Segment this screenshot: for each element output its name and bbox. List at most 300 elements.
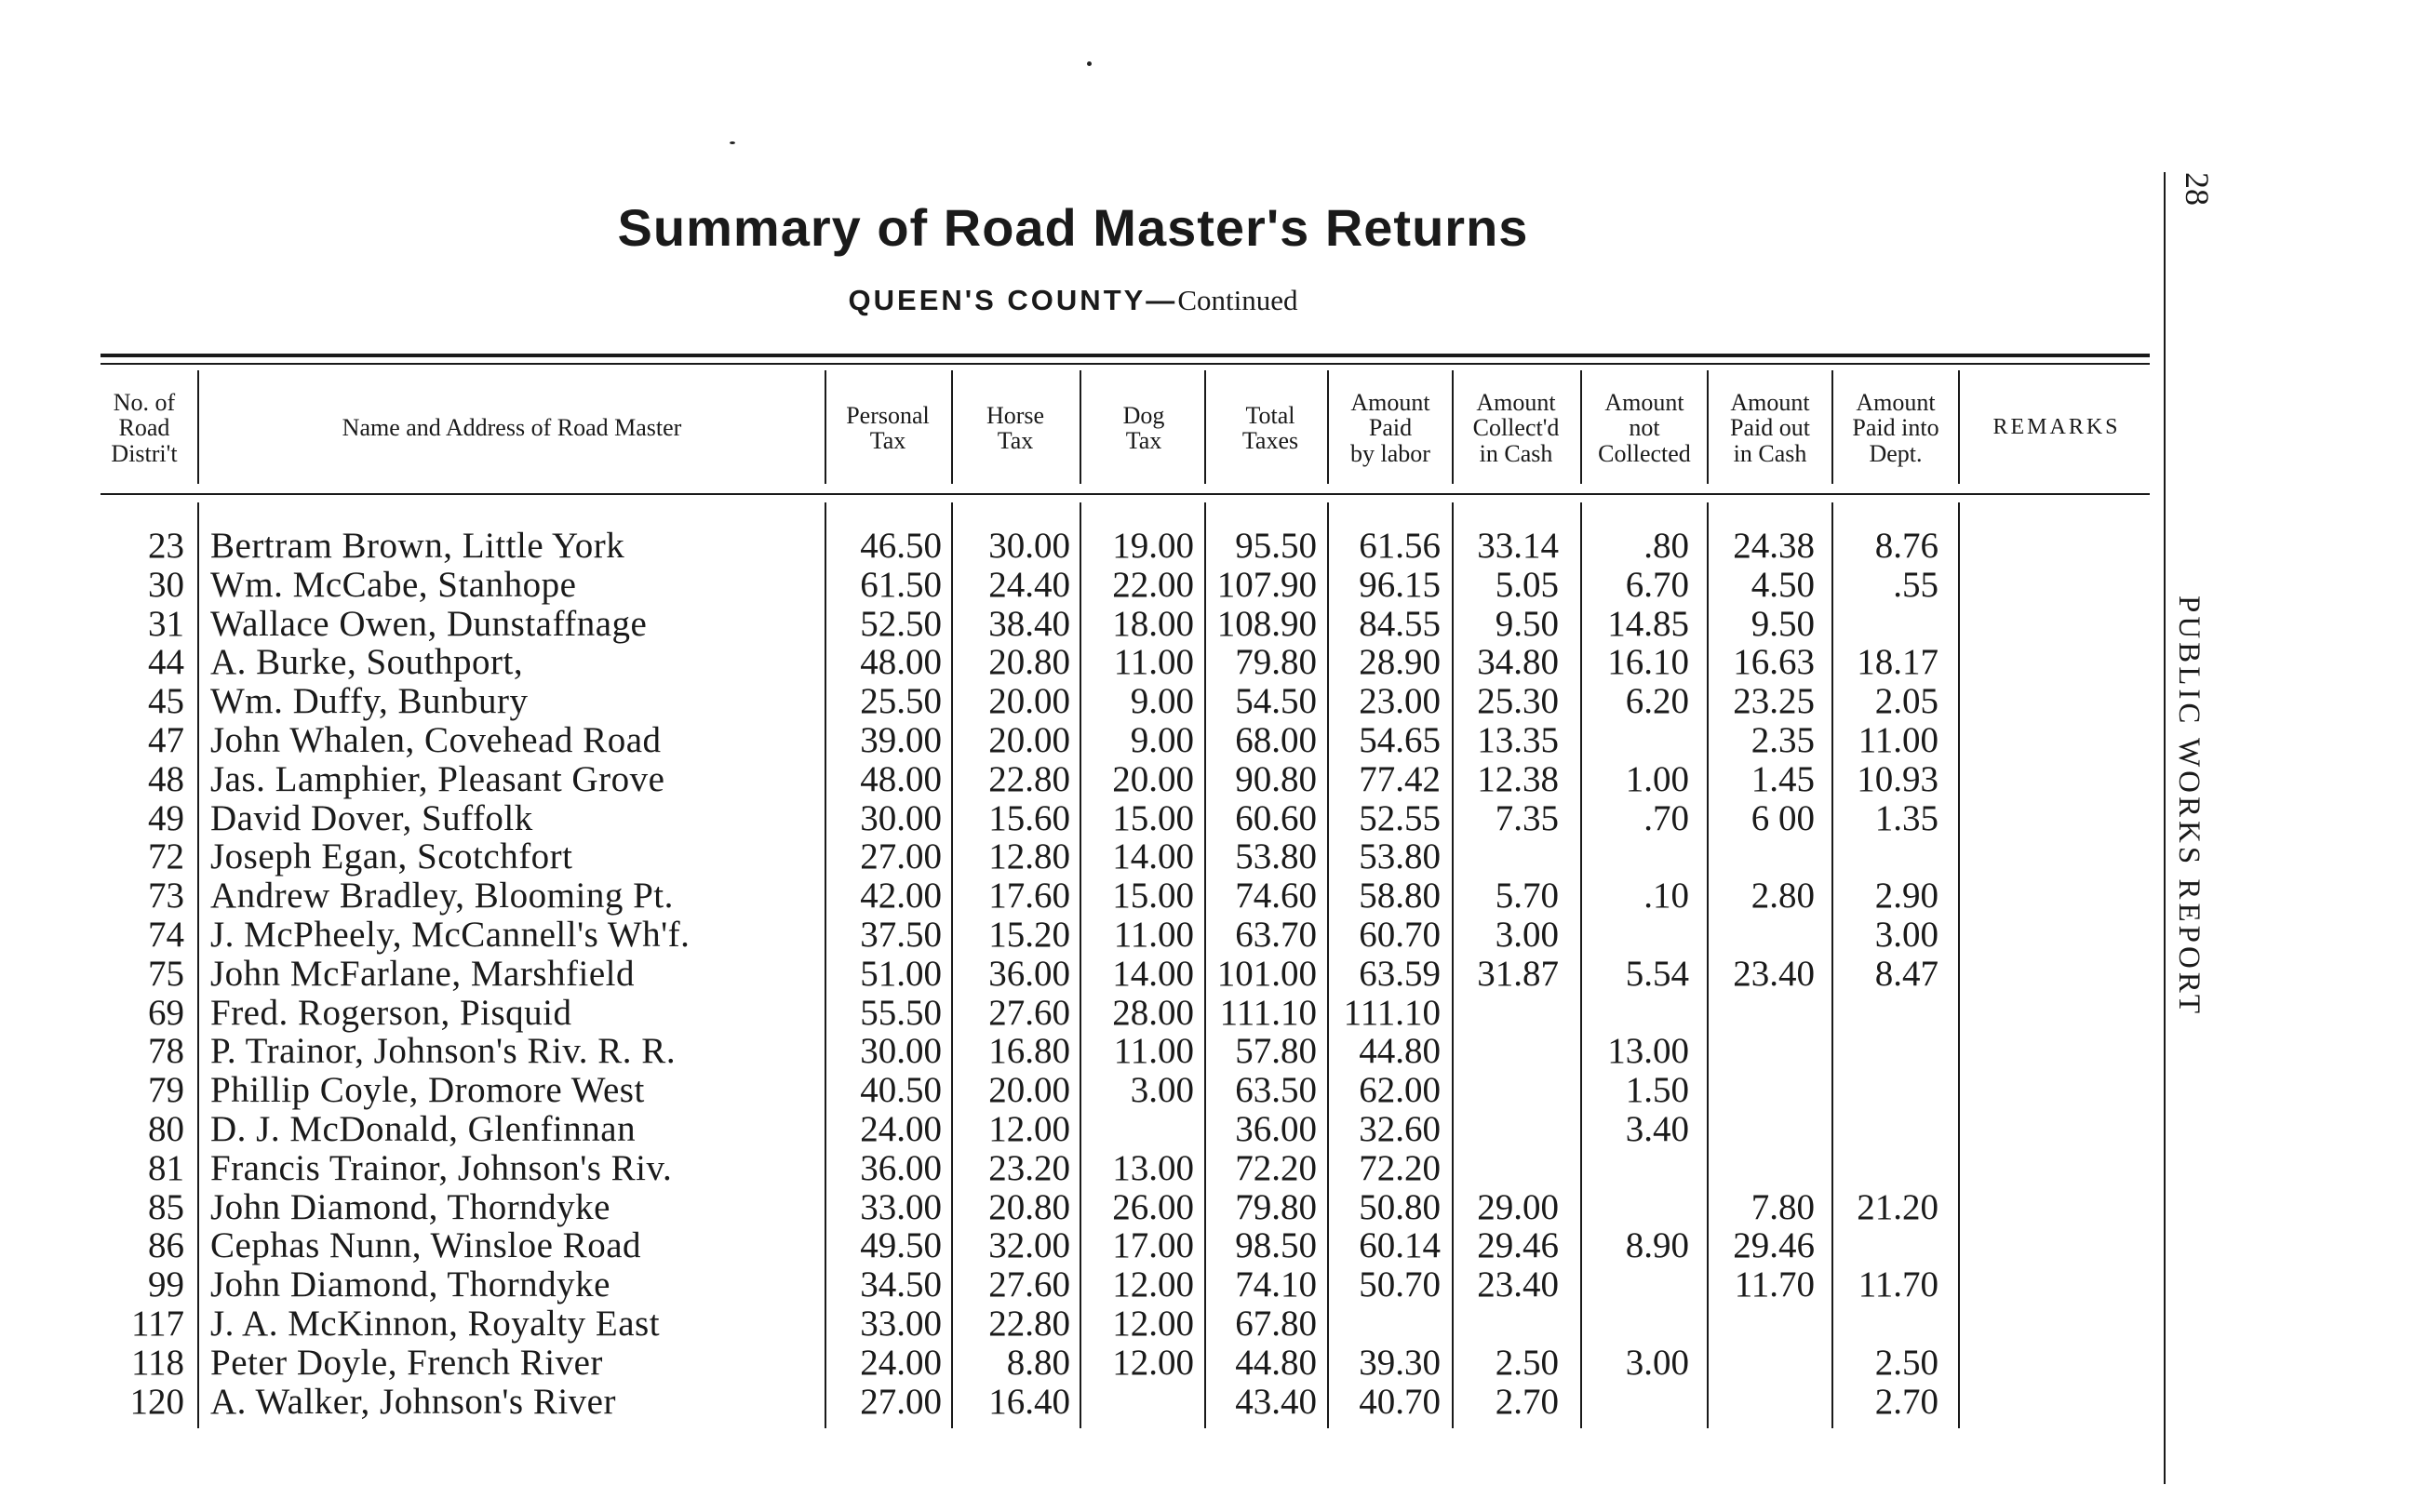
table-row bbox=[0, 1032, 2146, 1071]
cell-paid-out: 16.63 bbox=[1733, 642, 1815, 682]
cell-cash: 29.46 bbox=[1477, 1225, 1559, 1265]
cell-labor: 44.80 bbox=[1359, 1031, 1441, 1071]
cell-cash: 29.00 bbox=[1477, 1187, 1559, 1227]
road-master-name: Wallace Owen, Dunstaffnage bbox=[210, 604, 648, 644]
cell-not-collected bbox=[1574, 721, 1689, 760]
district-number: 45 bbox=[148, 681, 184, 721]
cell-total: 74.10 bbox=[1235, 1264, 1317, 1305]
cell-cash: 13.35 bbox=[1477, 720, 1559, 760]
cell-horse: 16.40 bbox=[988, 1382, 1070, 1422]
header-divider bbox=[1452, 370, 1454, 484]
cell-not-collected: .80 bbox=[1643, 526, 1689, 566]
district-number: 74 bbox=[148, 915, 184, 955]
header-divider bbox=[951, 370, 953, 484]
cell-into-dept: 8.76 bbox=[1874, 526, 1938, 566]
cell-dog: 14.00 bbox=[1112, 836, 1194, 876]
cell-total: 74.60 bbox=[1235, 876, 1317, 916]
cell-into-dept: 11.70 bbox=[1858, 1264, 1938, 1305]
cell-horse: 27.60 bbox=[988, 993, 1070, 1033]
column-header-labor: Amount Paid by labor bbox=[1350, 389, 1430, 467]
table-row bbox=[0, 566, 2146, 605]
road-master-name: Phillip Coyle, Dromore West bbox=[210, 1070, 645, 1110]
header-bottom-rule bbox=[101, 493, 2150, 495]
table-row bbox=[0, 876, 2146, 916]
cell-horse: 20.80 bbox=[988, 1187, 1070, 1227]
cell-not-collected: 1.00 bbox=[1625, 759, 1689, 799]
cell-personal: 48.00 bbox=[860, 642, 942, 682]
cell-personal: 24.00 bbox=[860, 1109, 942, 1149]
cell-cash: 34.80 bbox=[1477, 642, 1559, 682]
road-master-name: Cephas Nunn, Winsloe Road bbox=[210, 1225, 641, 1265]
district-number: 79 bbox=[148, 1070, 184, 1110]
cell-into-dept: 8.47 bbox=[1874, 954, 1938, 994]
cell-horse: 20.00 bbox=[988, 681, 1070, 721]
cell-horse: 15.60 bbox=[988, 798, 1070, 838]
district-number: 47 bbox=[148, 720, 184, 760]
cell-cash: 7.35 bbox=[1495, 798, 1559, 838]
cell-personal: 39.00 bbox=[860, 720, 942, 760]
cell-into-dept: 2.90 bbox=[1874, 876, 1938, 916]
subtitle-county: QUEEN'S COUNTY— bbox=[848, 284, 1178, 316]
table-row bbox=[0, 994, 2146, 1033]
road-master-name: Wm. Duffy, Bunbury bbox=[210, 681, 529, 721]
cell-personal: 51.00 bbox=[860, 954, 942, 994]
cell-total: 53.80 bbox=[1235, 836, 1317, 876]
cell-paid-out: 1.45 bbox=[1751, 759, 1815, 799]
column-header-total: Total Taxes bbox=[1241, 401, 1299, 454]
cell-dog bbox=[1079, 1110, 1194, 1149]
cell-dog: 12.00 bbox=[1112, 1264, 1194, 1305]
cell-total: 79.80 bbox=[1235, 642, 1317, 682]
column-header-not-collected: Amount not Collected bbox=[1598, 389, 1691, 467]
cell-cash bbox=[1443, 1110, 1559, 1149]
district-number: 86 bbox=[148, 1225, 184, 1265]
cell-dog: 12.00 bbox=[1112, 1343, 1194, 1383]
cell-horse: 24.40 bbox=[988, 565, 1070, 605]
cell-labor: 39.30 bbox=[1359, 1343, 1441, 1383]
cell-not-collected: 3.40 bbox=[1625, 1109, 1689, 1149]
table-row bbox=[0, 837, 2146, 876]
cell-paid-out: 7.80 bbox=[1751, 1187, 1815, 1227]
cell-personal: 34.50 bbox=[860, 1264, 942, 1305]
cell-cash bbox=[1443, 1149, 1559, 1188]
district-number: 49 bbox=[148, 798, 184, 838]
cell-cash bbox=[1443, 837, 1559, 876]
district-number: 80 bbox=[148, 1109, 184, 1149]
road-master-name: Francis Trainor, Johnson's Riv. bbox=[210, 1148, 673, 1188]
cell-total: 98.50 bbox=[1235, 1225, 1317, 1265]
cell-personal: 30.00 bbox=[860, 798, 942, 838]
cell-horse: 8.80 bbox=[1006, 1343, 1070, 1383]
scan-speck bbox=[730, 141, 735, 144]
cell-personal: 37.50 bbox=[860, 915, 942, 955]
cell-dog: 3.00 bbox=[1130, 1070, 1194, 1110]
cell-into-dept bbox=[1823, 1071, 1938, 1110]
cell-into-dept: 21.20 bbox=[1857, 1187, 1938, 1227]
table-row bbox=[0, 1265, 2146, 1305]
road-master-name: Peter Doyle, French River bbox=[210, 1343, 603, 1383]
top-rule-thick bbox=[101, 354, 2150, 357]
district-number: 120 bbox=[129, 1382, 184, 1422]
district-number: 72 bbox=[148, 836, 184, 876]
cell-labor: 61.56 bbox=[1359, 526, 1441, 566]
cell-labor bbox=[1325, 1305, 1441, 1344]
header-divider bbox=[1958, 370, 1960, 484]
cell-personal: 27.00 bbox=[860, 1382, 942, 1422]
top-rule-thin bbox=[101, 363, 2150, 365]
header-divider bbox=[1080, 370, 1081, 484]
cell-paid-out bbox=[1699, 1344, 1815, 1383]
cell-dog: 15.00 bbox=[1112, 798, 1194, 838]
cell-not-collected: 14.85 bbox=[1607, 604, 1689, 644]
cell-paid-out: 23.40 bbox=[1733, 954, 1815, 994]
cell-dog: 9.00 bbox=[1130, 681, 1194, 721]
cell-not-collected bbox=[1574, 1305, 1689, 1344]
table-row bbox=[0, 721, 2146, 760]
cell-cash: 9.50 bbox=[1495, 604, 1559, 644]
cell-cash: 33.14 bbox=[1477, 526, 1559, 566]
road-master-name: John Diamond, Thorndyke bbox=[210, 1187, 610, 1227]
district-number: 118 bbox=[130, 1343, 184, 1383]
cell-not-collected: 8.90 bbox=[1625, 1225, 1689, 1265]
cell-labor: 32.60 bbox=[1359, 1109, 1441, 1149]
cell-paid-out bbox=[1699, 1032, 1815, 1071]
road-master-name: David Dover, Suffolk bbox=[210, 798, 533, 838]
road-master-name: Wm. McCabe, Stanhope bbox=[210, 565, 577, 605]
cell-horse: 17.60 bbox=[988, 876, 1070, 916]
cell-labor: 111.10 bbox=[1343, 993, 1441, 1033]
district-number: 78 bbox=[148, 1031, 184, 1071]
road-master-name: John Diamond, Thorndyke bbox=[210, 1264, 610, 1305]
cell-cash bbox=[1443, 1032, 1559, 1071]
cell-total: 79.80 bbox=[1235, 1187, 1317, 1227]
header-divider bbox=[1580, 370, 1582, 484]
cell-paid-out bbox=[1699, 1110, 1815, 1149]
road-master-name: P. Trainor, Johnson's Riv. R. R. bbox=[210, 1031, 677, 1071]
cell-labor: 54.65 bbox=[1359, 720, 1441, 760]
column-header-into-dept: Amount Paid into Dept. bbox=[1852, 389, 1939, 467]
cell-total: 90.80 bbox=[1235, 759, 1317, 799]
cell-cash: 23.40 bbox=[1477, 1264, 1559, 1305]
road-master-name: Andrew Bradley, Blooming Pt. bbox=[210, 876, 674, 916]
table-row bbox=[0, 1344, 2146, 1383]
cell-horse: 36.00 bbox=[988, 954, 1070, 994]
column-header-personal: Personal Tax bbox=[846, 401, 930, 454]
cell-into-dept bbox=[1823, 1305, 1938, 1344]
road-master-name: A. Burke, Southport, bbox=[210, 642, 524, 682]
cell-labor: 84.55 bbox=[1359, 604, 1441, 644]
cell-paid-out bbox=[1699, 1305, 1815, 1344]
cell-labor: 23.00 bbox=[1359, 681, 1441, 721]
cell-total: 111.10 bbox=[1219, 993, 1317, 1033]
cell-horse: 16.80 bbox=[988, 1031, 1070, 1071]
column-header-name: Name and Address of Road Master bbox=[342, 414, 682, 442]
district-number: 48 bbox=[148, 759, 184, 799]
column-header-dog: Dog Tax bbox=[1122, 401, 1165, 454]
table-row bbox=[0, 1226, 2146, 1265]
column-header-paid-out: Amount Paid out in Cash bbox=[1730, 389, 1810, 467]
cell-dog: 11.00 bbox=[1113, 915, 1194, 955]
cell-total: 57.80 bbox=[1235, 1031, 1317, 1071]
district-number: 81 bbox=[148, 1148, 184, 1188]
cell-into-dept bbox=[1823, 605, 1938, 644]
road-master-name: D. J. McDonald, Glenfinnan bbox=[210, 1109, 637, 1149]
cell-personal: 36.00 bbox=[860, 1148, 942, 1188]
road-master-name: John McFarlane, Marshfield bbox=[210, 954, 635, 994]
cell-dog: 15.00 bbox=[1112, 876, 1194, 916]
cell-paid-out bbox=[1699, 994, 1815, 1033]
cell-into-dept: 3.00 bbox=[1874, 915, 1938, 955]
header-divider bbox=[825, 370, 826, 484]
cell-labor: 50.70 bbox=[1359, 1264, 1441, 1305]
cell-not-collected: .70 bbox=[1643, 798, 1689, 838]
cell-personal: 61.50 bbox=[860, 565, 942, 605]
header-divider bbox=[1707, 370, 1709, 484]
cell-dog: 22.00 bbox=[1112, 565, 1194, 605]
table-row bbox=[0, 605, 2146, 644]
table-row bbox=[0, 1383, 2146, 1422]
cell-paid-out bbox=[1699, 1071, 1815, 1110]
cell-personal: 33.00 bbox=[860, 1304, 942, 1344]
cell-not-collected bbox=[1574, 837, 1689, 876]
cell-into-dept: 1.35 bbox=[1874, 798, 1938, 838]
cell-horse: 32.00 bbox=[988, 1225, 1070, 1265]
cell-horse: 20.00 bbox=[988, 1070, 1070, 1110]
cell-horse: 23.20 bbox=[988, 1148, 1070, 1188]
cell-into-dept: 2.70 bbox=[1874, 1382, 1938, 1422]
cell-paid-out: 29.46 bbox=[1733, 1225, 1815, 1265]
cell-horse: 38.40 bbox=[988, 604, 1070, 644]
cell-personal: 40.50 bbox=[860, 1070, 942, 1110]
cell-into-dept: 2.05 bbox=[1874, 681, 1938, 721]
table-row bbox=[0, 1110, 2146, 1149]
table-row bbox=[0, 527, 2146, 566]
column-header-remarks: REMARKS bbox=[1992, 415, 2121, 440]
cell-horse: 20.80 bbox=[988, 642, 1070, 682]
cell-labor: 40.70 bbox=[1359, 1382, 1441, 1422]
cell-horse: 22.80 bbox=[988, 1304, 1070, 1344]
district-number: 73 bbox=[148, 876, 184, 916]
running-head: PUBLIC WORKS REPORT bbox=[2172, 595, 2206, 1017]
cell-personal: 24.00 bbox=[860, 1343, 942, 1383]
table-row bbox=[0, 760, 2146, 799]
cell-dog bbox=[1079, 1383, 1194, 1422]
cell-paid-out: 4.50 bbox=[1751, 565, 1815, 605]
page-subtitle bbox=[0, 284, 2146, 317]
cell-dog: 19.00 bbox=[1112, 526, 1194, 566]
cell-into-dept: .55 bbox=[1893, 565, 1938, 605]
cell-cash: 12.38 bbox=[1477, 759, 1559, 799]
cell-paid-out: 11.70 bbox=[1734, 1264, 1815, 1305]
cell-paid-out: 2.80 bbox=[1751, 876, 1815, 916]
cell-personal: 48.00 bbox=[860, 759, 942, 799]
cell-cash: 31.87 bbox=[1477, 954, 1559, 994]
district-number: 117 bbox=[130, 1304, 184, 1344]
cell-total: 101.00 bbox=[1216, 954, 1317, 994]
cell-personal: 33.00 bbox=[860, 1187, 942, 1227]
cell-total: 63.70 bbox=[1235, 915, 1317, 955]
cell-labor: 72.20 bbox=[1359, 1148, 1441, 1188]
cell-horse: 12.00 bbox=[988, 1109, 1070, 1149]
cell-not-collected: 6.20 bbox=[1625, 681, 1689, 721]
cell-paid-out bbox=[1699, 1383, 1815, 1422]
page-title: Summary of Road Master's Returns bbox=[617, 198, 1529, 257]
road-master-name: J. McPheely, McCannell's Wh'f. bbox=[210, 915, 691, 955]
cell-into-dept: 11.00 bbox=[1858, 720, 1938, 760]
cell-total: 54.50 bbox=[1235, 681, 1317, 721]
table-row bbox=[0, 1188, 2146, 1227]
table-row bbox=[0, 643, 2146, 682]
cell-total: 44.80 bbox=[1235, 1343, 1317, 1383]
cell-total: 68.00 bbox=[1235, 720, 1317, 760]
cell-total: 67.80 bbox=[1235, 1304, 1317, 1344]
cell-not-collected: 13.00 bbox=[1607, 1031, 1689, 1071]
cell-total: 108.90 bbox=[1216, 604, 1317, 644]
cell-labor: 96.15 bbox=[1359, 565, 1441, 605]
road-master-name: Joseph Egan, Scotchfort bbox=[210, 836, 573, 876]
cell-personal: 30.00 bbox=[860, 1031, 942, 1071]
cell-paid-out bbox=[1699, 1149, 1815, 1188]
cell-into-dept: 18.17 bbox=[1857, 642, 1938, 682]
table-row bbox=[0, 799, 2146, 838]
cell-dog: 11.00 bbox=[1113, 642, 1194, 682]
cell-dog: 14.00 bbox=[1112, 954, 1194, 994]
district-number: 99 bbox=[148, 1264, 184, 1305]
cell-paid-out: 2.35 bbox=[1751, 720, 1815, 760]
cell-not-collected: 16.10 bbox=[1607, 642, 1689, 682]
cell-paid-out: 23.25 bbox=[1733, 681, 1815, 721]
cell-personal: 49.50 bbox=[860, 1225, 942, 1265]
road-master-name: Bertram Brown, Little York bbox=[210, 526, 625, 566]
district-number: 85 bbox=[148, 1187, 184, 1227]
cell-into-dept: 10.93 bbox=[1857, 759, 1938, 799]
cell-cash: 25.30 bbox=[1477, 681, 1559, 721]
page-number: 28 bbox=[2179, 172, 2216, 206]
cell-horse: 12.80 bbox=[988, 836, 1070, 876]
cell-into-dept bbox=[1823, 1226, 1938, 1265]
cell-labor: 58.80 bbox=[1359, 876, 1441, 916]
table-row bbox=[0, 1305, 2146, 1344]
cell-labor: 60.70 bbox=[1359, 915, 1441, 955]
cell-total: 95.50 bbox=[1235, 526, 1317, 566]
road-master-name: J. A. McKinnon, Royalty East bbox=[210, 1304, 661, 1344]
cell-dog: 28.00 bbox=[1112, 993, 1194, 1033]
cell-not-collected bbox=[1574, 916, 1689, 955]
cell-not-collected: 6.70 bbox=[1625, 565, 1689, 605]
cell-into-dept: 2.50 bbox=[1874, 1343, 1938, 1383]
table-row bbox=[0, 1149, 2146, 1188]
column-header-cash: Amount Collect'd in Cash bbox=[1472, 389, 1560, 467]
road-master-name: A. Walker, Johnson's River bbox=[210, 1382, 616, 1422]
cell-personal: 27.00 bbox=[860, 836, 942, 876]
cell-cash: 3.00 bbox=[1495, 915, 1559, 955]
cell-labor: 62.00 bbox=[1359, 1070, 1441, 1110]
cell-dog: 11.00 bbox=[1113, 1031, 1194, 1071]
cell-paid-out bbox=[1699, 837, 1815, 876]
cell-paid-out: 9.50 bbox=[1751, 604, 1815, 644]
table-row bbox=[0, 955, 2146, 994]
cell-not-collected bbox=[1574, 994, 1689, 1033]
cell-dog: 20.00 bbox=[1112, 759, 1194, 799]
cell-total: 72.20 bbox=[1235, 1148, 1317, 1188]
cell-dog: 17.00 bbox=[1112, 1225, 1194, 1265]
cell-personal: 42.00 bbox=[860, 876, 942, 916]
cell-dog: 12.00 bbox=[1112, 1304, 1194, 1344]
cell-labor: 63.59 bbox=[1359, 954, 1441, 994]
cell-into-dept bbox=[1823, 1032, 1938, 1071]
district-number: 30 bbox=[148, 565, 184, 605]
cell-into-dept bbox=[1823, 1149, 1938, 1188]
header-divider bbox=[197, 370, 199, 484]
cell-labor: 50.80 bbox=[1359, 1187, 1441, 1227]
cell-horse: 15.20 bbox=[988, 915, 1070, 955]
cell-personal: 25.50 bbox=[860, 681, 942, 721]
cell-cash: 5.05 bbox=[1495, 565, 1559, 605]
cell-dog: 18.00 bbox=[1112, 604, 1194, 644]
header-divider bbox=[1831, 370, 1833, 484]
table-row bbox=[0, 682, 2146, 721]
cell-cash bbox=[1443, 994, 1559, 1033]
cell-not-collected bbox=[1574, 1383, 1689, 1422]
header-divider bbox=[1327, 370, 1329, 484]
header-divider bbox=[1204, 370, 1206, 484]
cell-cash: 2.50 bbox=[1495, 1343, 1559, 1383]
cell-total: 107.90 bbox=[1216, 565, 1317, 605]
cell-cash: 2.70 bbox=[1495, 1382, 1559, 1422]
cell-cash bbox=[1443, 1305, 1559, 1344]
cell-into-dept bbox=[1823, 837, 1938, 876]
road-master-name: John Whalen, Covehead Road bbox=[210, 720, 662, 760]
cell-not-collected bbox=[1574, 1265, 1689, 1305]
cell-paid-out: 24.38 bbox=[1733, 526, 1815, 566]
subtitle-continued: Continued bbox=[1177, 284, 1298, 316]
district-number: 44 bbox=[148, 642, 184, 682]
cell-not-collected: 1.50 bbox=[1625, 1070, 1689, 1110]
district-number: 69 bbox=[148, 993, 184, 1033]
cell-labor: 53.80 bbox=[1359, 836, 1441, 876]
cell-not-collected: 5.54 bbox=[1625, 954, 1689, 994]
cell-total: 63.50 bbox=[1235, 1070, 1317, 1110]
cell-cash bbox=[1443, 1071, 1559, 1110]
cell-personal: 55.50 bbox=[860, 993, 942, 1033]
district-number: 75 bbox=[148, 954, 184, 994]
scan-speck bbox=[1087, 61, 1092, 66]
road-master-name: Jas. Lamphier, Pleasant Grove bbox=[210, 759, 665, 799]
table-row bbox=[0, 916, 2146, 955]
cell-horse: 30.00 bbox=[988, 526, 1070, 566]
road-master-name: Fred. Rogerson, Pisquid bbox=[210, 993, 572, 1033]
cell-dog: 13.00 bbox=[1112, 1148, 1194, 1188]
cell-not-collected: 3.00 bbox=[1625, 1343, 1689, 1383]
cell-labor: 28.90 bbox=[1359, 642, 1441, 682]
cell-total: 36.00 bbox=[1235, 1109, 1317, 1149]
cell-into-dept bbox=[1823, 1110, 1938, 1149]
cell-labor: 60.14 bbox=[1359, 1225, 1441, 1265]
cell-horse: 20.00 bbox=[988, 720, 1070, 760]
cell-not-collected bbox=[1574, 1188, 1689, 1227]
cell-into-dept bbox=[1823, 994, 1938, 1033]
district-number: 31 bbox=[148, 604, 184, 644]
cell-not-collected bbox=[1574, 1149, 1689, 1188]
cell-personal: 52.50 bbox=[860, 604, 942, 644]
table-row bbox=[0, 1071, 2146, 1110]
column-header-no: No. of Road Distri't bbox=[111, 389, 178, 467]
cell-personal: 46.50 bbox=[860, 526, 942, 566]
cell-total: 43.40 bbox=[1235, 1382, 1317, 1422]
cell-labor: 77.42 bbox=[1359, 759, 1441, 799]
cell-paid-out: 6 00 bbox=[1751, 798, 1815, 838]
column-header-horse: Horse Tax bbox=[986, 401, 1045, 454]
